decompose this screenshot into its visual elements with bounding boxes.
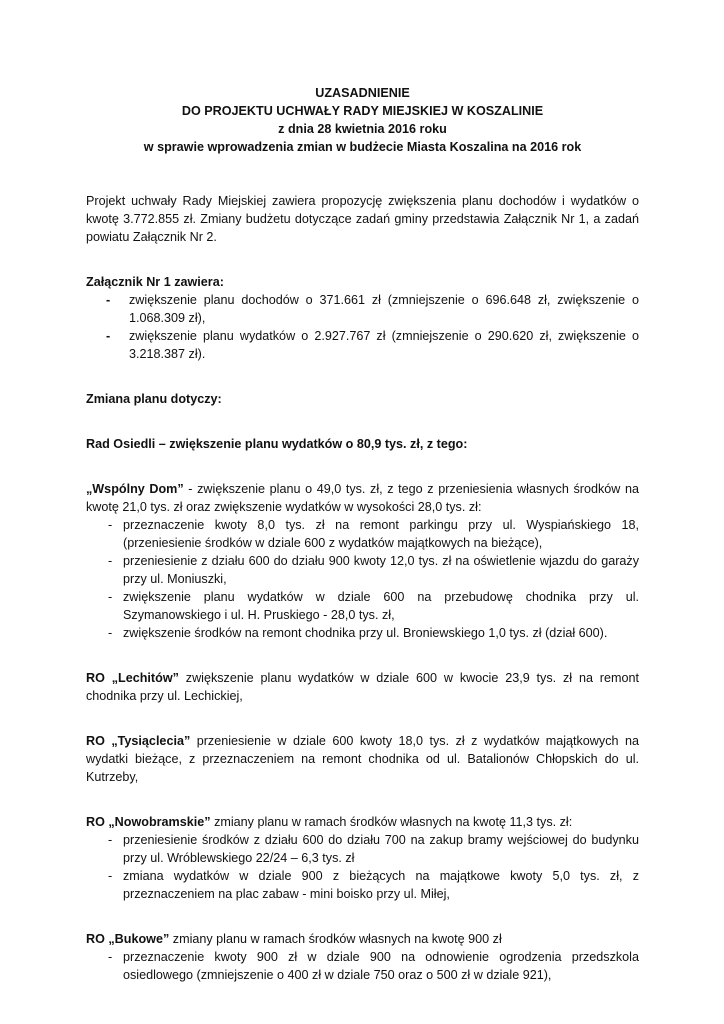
list-item: - zwiększenie planu dochodów o 371.661 zł (zmniejszenie o 696.648 zł, zwiększenie o 1.068.309 zł), [86,291,639,327]
tysiaclecia-text: przeniesienie w dziale 600 kwoty 18,0 tys. zł z wydatków majątkowych na wydatki bieżące, z przeznaczeniem na remont chodnika od ul. Batalionów Chłopskich do ul. Kutrzeby, [86,734,639,784]
bukowe-paragraph [86,930,639,948]
intro-paragraph: Projekt uchwały Rady Miejskiej zawiera propozycję zwiększenia planu dochodów i wydatków o kwotę 3.772.855 zł. Zmiany budżetu dotyczące zadań gminy przedstawia Załącznik Nr 1, a zadań powiatu Załącznik Nr 2. [86,194,639,244]
nowobramskie-name: RO „Nowobramskie” [86,815,211,829]
list-item: - przeznaczenie kwoty 900 zł w dziale 900 na odnowienie ogrodzenia przedszkola osiedlowego (zmniejszenie o 400 zł w dziale 750 oraz o 500 zł w dziale 921), [86,948,639,984]
rad-osiedli-heading: Rad Osiedli – zwiększenie planu wydatków o 80,9 tys. zł, z tego: [86,437,468,451]
lechitow-paragraph [86,669,639,705]
tysiaclecia-name: RO „Tysiąclecia” [86,734,191,748]
title-line-1: UZASADNIENIE [315,86,410,100]
bukowe-name: RO „Bukowe” [86,932,170,946]
title-line-2: DO PROJEKTU UCHWAŁY RADY MIEJSKIEJ W KOSZALINIE [181,104,544,118]
list-item: - przeniesienie środków z działu 600 do działu 700 na zakup bramy wejściowej do budynku przy ul. Wróblewskiego 22/24 – 6,3 tys. zł [86,831,639,867]
list-item: - przeniesienie z działu 600 do działu 900 kwoty 12,0 tys. zł na oświetlenie wjazdu do garaży przy ul. Moniuszki, [86,552,639,588]
zmiana-heading: Zmiana planu dotyczy: [86,392,222,406]
zal1-heading: Załącznik Nr 1 zawiera: [86,275,224,289]
wspolny-dom-paragraph [86,480,639,516]
wspolny-dom-list [86,516,639,642]
wspolny-dom-name: „Wspólny Dom” [86,482,184,496]
lechitow-name: RO „Lechitów” [86,671,179,685]
title-line-3: z dnia 28 kwietnia 2016 roku [278,122,447,136]
document-page [86,84,639,984]
title-line-4: w sprawie wprowadzenia zmian w budżecie Miasta Koszalina na 2016 rok [143,140,582,154]
nowobramskie-paragraph [86,813,639,831]
bukowe-text: zmiany planu w ramach środków własnych na kwotę 900 zł [169,932,502,946]
lechitow-text: zwiększenie planu wydatków w dziale 600 w kwocie 23,9 tys. zł na remont chodnika przy ul. Lechickiej, [86,671,639,703]
nowobramskie-text: zmiany planu w ramach środków własnych na kwotę 11,3 tys. zł: [210,815,573,829]
nowobramskie-list [86,831,639,903]
list-item: - zwiększenie planu wydatków w dziale 600 na przebudowę chodnika przy ul. Szymanowskiego i ul. H. Pruskiego - 28,0 tys. zł, [86,588,639,624]
list-item: - zwiększenie planu wydatków o 2.927.767 zł (zmniejszenie o 290.620 zł, zwiększenie o 3.218.387 zł). [86,327,639,363]
document-title [86,84,639,156]
tysiaclecia-paragraph [86,732,639,786]
list-item: - przeznaczenie kwoty 8,0 tys. zł na remont parkingu przy ul. Wyspiańskiego 18, (przeniesienie środków w dziale 600 z wydatków majątkowych na bieżące), [86,516,639,552]
bukowe-list [86,948,639,984]
wspolny-dom-text: - zwiększenie planu o 49,0 tys. zł, z tego z przeniesienia własnych środków na kwotę 21,0 tys. zł oraz zwiększenie wydatków w wysokości 28,0 tys. zł: [86,482,639,514]
list-item: - zmiana wydatków w dziale 900 z bieżących na majątkowe kwoty 5,0 tys. zł, z przeznaczeniem na plac zabaw - mini boisko przy ul. Miłej, [86,867,639,903]
zal1-list [86,291,639,363]
list-item: - zwiększenie środków na remont chodnika przy ul. Broniewskiego 1,0 tys. zł (dział 600). [86,624,639,642]
